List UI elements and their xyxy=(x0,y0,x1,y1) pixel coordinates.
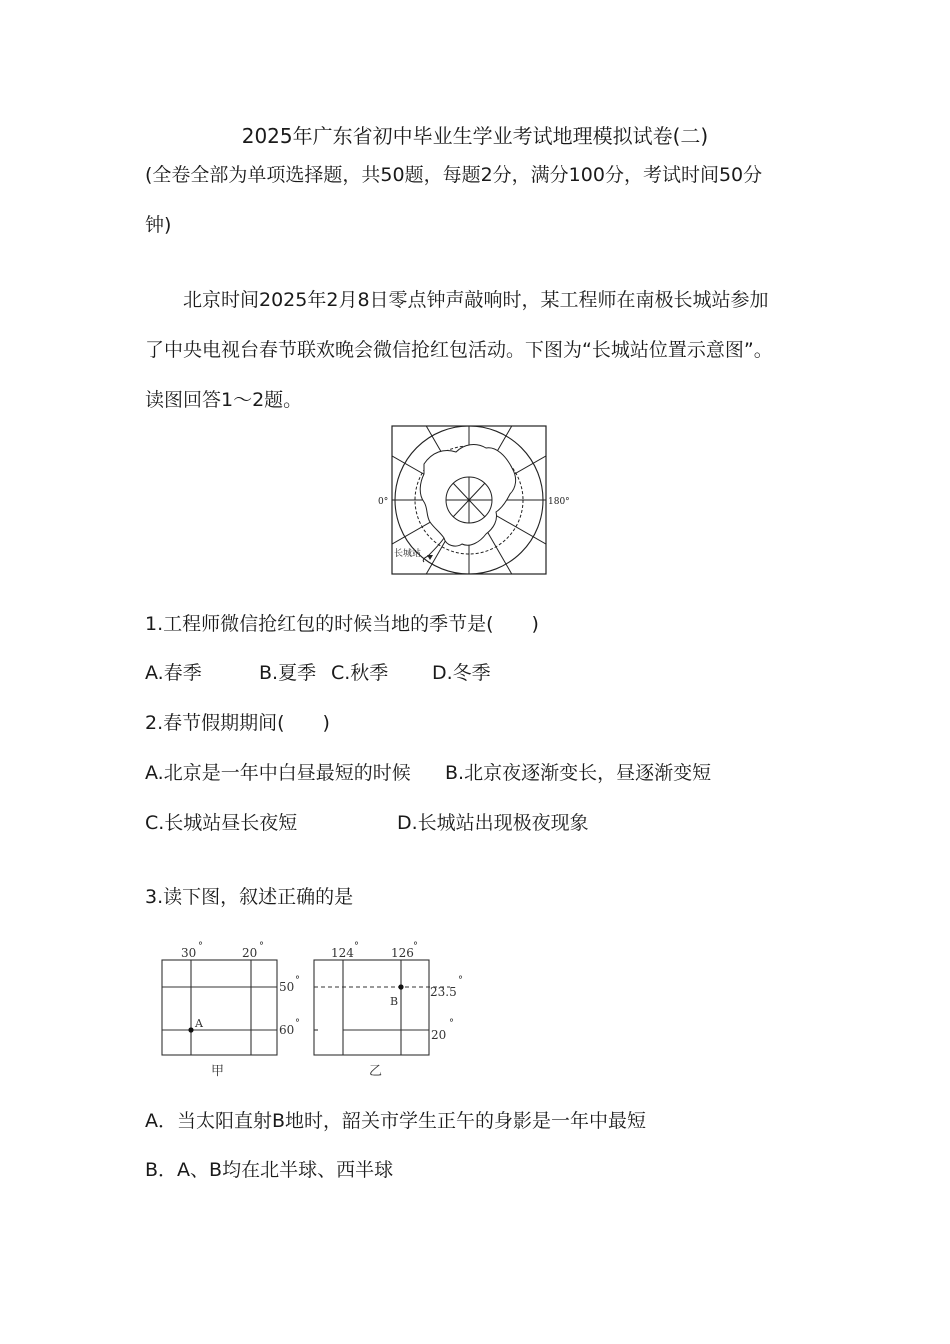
q3-stem: 3.读下图，叙述正确的是 xyxy=(145,886,354,908)
svg-text:°: ° xyxy=(449,1018,454,1029)
point-b xyxy=(398,984,403,989)
svg-text:°: ° xyxy=(198,941,203,952)
svg-text:°: ° xyxy=(413,941,418,952)
q1-option-c: C.秋季 xyxy=(331,662,389,684)
q3-option-b: B．A、B均在北半球、西半球 xyxy=(145,1159,394,1181)
svg-text:°: ° xyxy=(259,941,264,952)
label-a: A xyxy=(195,1017,203,1030)
yi-lon-right: 126 xyxy=(391,946,414,960)
passage-line-1: 北京时间2025年2月8日零点钟声敲响时，某工程师在南极长城站参加 xyxy=(183,289,769,311)
paper-title: 2025年广东省初中毕业生学业考试地理模拟试卷(二) xyxy=(241,124,709,148)
jia-lon-left: 30 xyxy=(181,946,197,960)
paper-note: (全卷全部为单项选择题，共50题，每题2分，满分100分，考试时间50分 xyxy=(145,164,763,186)
caption-yi: 乙 xyxy=(369,1064,383,1079)
map-label-180: 180° xyxy=(548,497,570,507)
map-label-0: 0° xyxy=(378,497,389,507)
jia-lat-top: 50 xyxy=(279,980,295,994)
label-b: B xyxy=(390,995,399,1008)
passage-line-3: 读图回答1～2题。 xyxy=(145,389,303,411)
q2-option-c: C.长城站昼长夜短 xyxy=(145,812,298,834)
yi-lon-left: 124 xyxy=(331,946,354,960)
q2-stem: 2.春节假期期间( ) xyxy=(145,712,330,734)
q3-option-a: A．当太阳直射B地时，韶关市学生正午的身影是一年中最短 xyxy=(145,1110,647,1132)
yi-lat-bottom: 20 xyxy=(431,1028,447,1042)
q2-option-a: A.北京是一年中白昼最短的时候 xyxy=(145,762,411,784)
q2-option-d: D.长城站出现极夜现象 xyxy=(397,812,589,834)
passage-line-2: 了中央电视台春节联欢晚会微信抢红包活动。下图为“长城站位置示意图”。 xyxy=(145,339,773,361)
svg-text:°: ° xyxy=(295,975,300,986)
q1-stem: 1.工程师微信抢红包的时候当地的季节是( ) xyxy=(145,613,539,635)
q1-option-d: D.冬季 xyxy=(432,662,491,684)
point-a xyxy=(188,1027,193,1032)
station-marker xyxy=(427,555,433,560)
caption-jia: 甲 xyxy=(211,1064,225,1079)
q1-option-a: A.春季 xyxy=(145,662,202,684)
svg-text:°: ° xyxy=(458,975,463,986)
yi-lat-top: 23.5 xyxy=(430,985,457,999)
svg-text:°: ° xyxy=(354,941,359,952)
great-wall-station-map xyxy=(372,424,572,578)
jia-lon-right: 20 xyxy=(242,946,258,960)
station-label: 长城站 xyxy=(394,549,422,559)
jia-lat-bottom: 60 xyxy=(279,1023,295,1037)
q2-option-b: B.北京夜逐渐变长，昼逐渐变短 xyxy=(445,762,712,784)
svg-text:°: ° xyxy=(295,1018,300,1029)
paper-note-cont: 钟) xyxy=(145,214,172,236)
q1-option-b: B.夏季 xyxy=(259,662,317,684)
grid-diagrams xyxy=(155,938,475,1080)
